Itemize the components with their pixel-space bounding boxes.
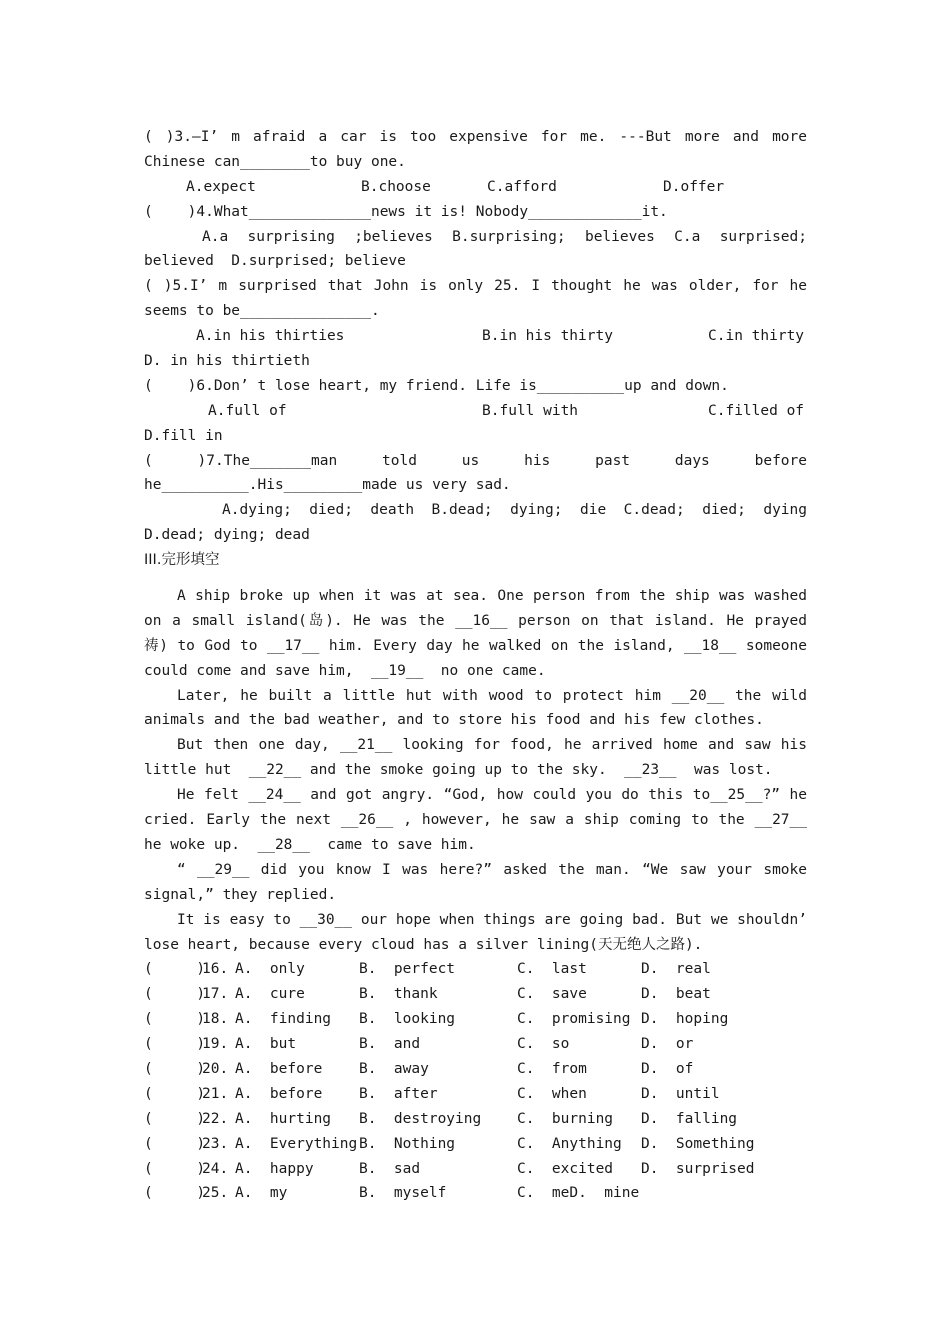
choice-b: B. looking	[359, 1011, 456, 1028]
option-a: A.expect	[186, 178, 256, 195]
question-5-stem-cont: seems to be_______________.	[144, 303, 380, 320]
option-c: C.in thirty	[708, 328, 805, 345]
choice-a: A. before	[235, 1085, 323, 1102]
answer-paren[interactable]: ( )	[144, 1011, 206, 1028]
worksheet-page	[144, 125, 807, 1206]
choice-row	[144, 1057, 807, 1082]
choice-a: A. finding	[235, 1011, 332, 1028]
section-title: III.完形填空	[144, 552, 220, 569]
choice-row	[144, 1107, 807, 1132]
answer-paren[interactable]: ( )	[144, 1085, 206, 1102]
choice-a: A. but	[235, 1036, 297, 1053]
question-4-options-cont: believed D.surprised; believe	[144, 253, 406, 270]
choice-b: B. thank	[359, 986, 438, 1003]
passage-line: 祷) to God to __17__ him. Every day he walked on the island, __18__ someone	[144, 637, 807, 654]
answer-paren[interactable]: ( )	[144, 1185, 206, 1202]
choice-b: B. away	[359, 1060, 429, 1077]
choice-b: B. sad	[359, 1160, 421, 1177]
choice-row	[144, 957, 807, 982]
choice-d: D. surprised	[641, 1160, 755, 1177]
item-number: 21.	[202, 1085, 229, 1102]
choice-c: C. so	[517, 1036, 570, 1053]
question-7-stem: ( )7.The_______man told us his past days before	[144, 452, 807, 469]
choice-a: A. cure	[235, 986, 305, 1003]
answer-paren[interactable]: ( )	[144, 1036, 206, 1053]
item-number: 19.	[202, 1036, 229, 1053]
passage-line: could come and save him, __19__ no one came.	[144, 662, 546, 679]
question-3-stem: ( )3.—I’ m afraid a car is too expensive for me. ---But more and more	[144, 129, 807, 145]
choice-c: C. from	[517, 1060, 587, 1077]
answer-paren[interactable]: ( )	[144, 1060, 206, 1077]
answer-choices	[144, 957, 807, 1206]
choice-d: D. Something	[641, 1135, 755, 1152]
item-number: 22.	[202, 1110, 229, 1127]
option-b: B.choose	[361, 178, 431, 195]
choice-b: B. Nothing	[359, 1135, 456, 1152]
item-number: 25.	[202, 1185, 229, 1202]
question-7-stem-cont: he__________.His_________made us very sad.	[144, 477, 511, 494]
passage-line: cried. Early the next __26__ , however, he saw a ship coming to the __27__	[144, 812, 807, 829]
choice-c: C. save	[517, 986, 587, 1003]
choice-b: B. destroying	[359, 1110, 482, 1127]
question-3-options	[144, 175, 807, 200]
choice-c: C. excited	[517, 1160, 614, 1177]
choice-b: B. myself	[359, 1185, 447, 1202]
item-number: 18.	[202, 1011, 229, 1028]
item-number: 16.	[202, 961, 229, 978]
choice-c: C. meD. mine	[517, 1185, 640, 1202]
choice-d: D. until	[641, 1085, 720, 1102]
choice-c: C. Anything	[517, 1135, 622, 1152]
choice-c: C. when	[517, 1085, 587, 1102]
choice-a: A. before	[235, 1060, 323, 1077]
answer-paren[interactable]: ( )	[144, 986, 206, 1003]
choice-a: A. only	[235, 961, 305, 978]
question-4-stem: ( )4.What______________news it is! Nobody_____________it.	[144, 203, 668, 220]
passage-line: signal,” they replied.	[144, 886, 337, 903]
passage-line: He felt __24__ and got angry. “God, how could you do this to__25__?” he	[177, 787, 807, 804]
question-5-stem: ( )5.I’ m surprised that John is only 25. I thought he was older, for he	[144, 278, 807, 295]
choice-row	[144, 1157, 807, 1182]
choice-a: A. happy	[235, 1160, 314, 1177]
choice-b: B. after	[359, 1085, 438, 1102]
question-6-stem: ( )6.Don’ t lose heart, my friend. Life is__________up and down.	[144, 377, 729, 394]
choice-row	[144, 982, 807, 1007]
passage-line: he woke up. __28__ came to save him.	[144, 836, 476, 853]
passage-line: lose heart, because every cloud has a silver lining(天无绝人之路).	[144, 936, 703, 953]
choice-c: C. promising	[517, 1011, 631, 1028]
item-number: 17.	[202, 986, 229, 1003]
question-4-options: A.a surprising ;believes B.surprising; believes C.a surprised;	[202, 228, 807, 245]
option-b: B.full with	[482, 402, 579, 419]
choice-row	[144, 1082, 807, 1107]
answer-paren[interactable]: ( )	[144, 1135, 206, 1152]
choice-a: A. Everything	[235, 1135, 358, 1152]
choice-row	[144, 1007, 807, 1032]
question-5-option-d: D. in his thirtieth	[144, 353, 310, 370]
option-d: D.offer	[663, 178, 725, 195]
passage-line: “ __29__ did you know I was here?” asked the man. “We saw your smoke	[177, 861, 807, 878]
item-number: 24.	[202, 1160, 229, 1177]
question-5-options	[144, 324, 807, 349]
choice-d: D. falling	[641, 1110, 738, 1127]
option-b: B.in his thirty	[482, 328, 613, 345]
option-a: A.in his thirties	[196, 328, 345, 345]
choice-row	[144, 1032, 807, 1057]
item-number: 20.	[202, 1060, 229, 1077]
answer-paren[interactable]: ( )	[144, 1160, 206, 1177]
choice-d: D. real	[641, 961, 711, 978]
passage-line: Later, he built a little hut with wood to protect him __20__ the wild	[177, 687, 807, 704]
passage-line: A ship broke up when it was at sea. One person from the ship was washed	[177, 588, 807, 605]
choice-b: B. and	[359, 1036, 421, 1053]
choice-row	[144, 1132, 807, 1157]
answer-paren[interactable]: ( )	[144, 1110, 206, 1127]
choice-d: D. hoping	[641, 1011, 729, 1028]
option-a: A.full of	[208, 402, 287, 419]
choice-d: D. or	[641, 1036, 694, 1053]
choice-b: B. perfect	[359, 961, 456, 978]
question-3-stem-cont: Chinese can________to buy one.	[144, 153, 406, 170]
question-6-option-d: D.fill in	[144, 427, 223, 444]
choice-a: A. my	[235, 1185, 288, 1202]
choice-c: C. last	[517, 961, 587, 978]
item-number: 23.	[202, 1135, 229, 1152]
passage-line: But then one day, __21__ looking for food, he arrived home and saw his	[177, 737, 807, 754]
passage-line: on a small island(岛). He was the __16__ person on that island. He prayed	[144, 612, 807, 629]
choice-d: D. beat	[641, 986, 711, 1003]
question-7-option-d: D.dead; dying; dead	[144, 527, 310, 544]
question-7-options: A.dying; died; death B.dead; dying; die C.dead; died; dying	[222, 502, 807, 519]
question-6-options	[144, 399, 807, 424]
choice-d: D. of	[641, 1060, 694, 1077]
passage-line: little hut __22__ and the smoke going up to the sky. __23__ was lost.	[144, 762, 773, 779]
passage-line: It is easy to __30__ our hope when things are going bad. But we shouldn’	[177, 911, 807, 928]
option-c: C.filled of	[708, 402, 805, 419]
choice-a: A. hurting	[235, 1110, 332, 1127]
passage-line: animals and the bad weather, and to store his food and his few clothes.	[144, 712, 764, 729]
answer-paren[interactable]: ( )	[144, 961, 206, 978]
cloze-passage	[144, 584, 807, 957]
option-c: C.afford	[487, 178, 557, 195]
choice-row	[144, 1181, 807, 1206]
choice-c: C. burning	[517, 1110, 614, 1127]
